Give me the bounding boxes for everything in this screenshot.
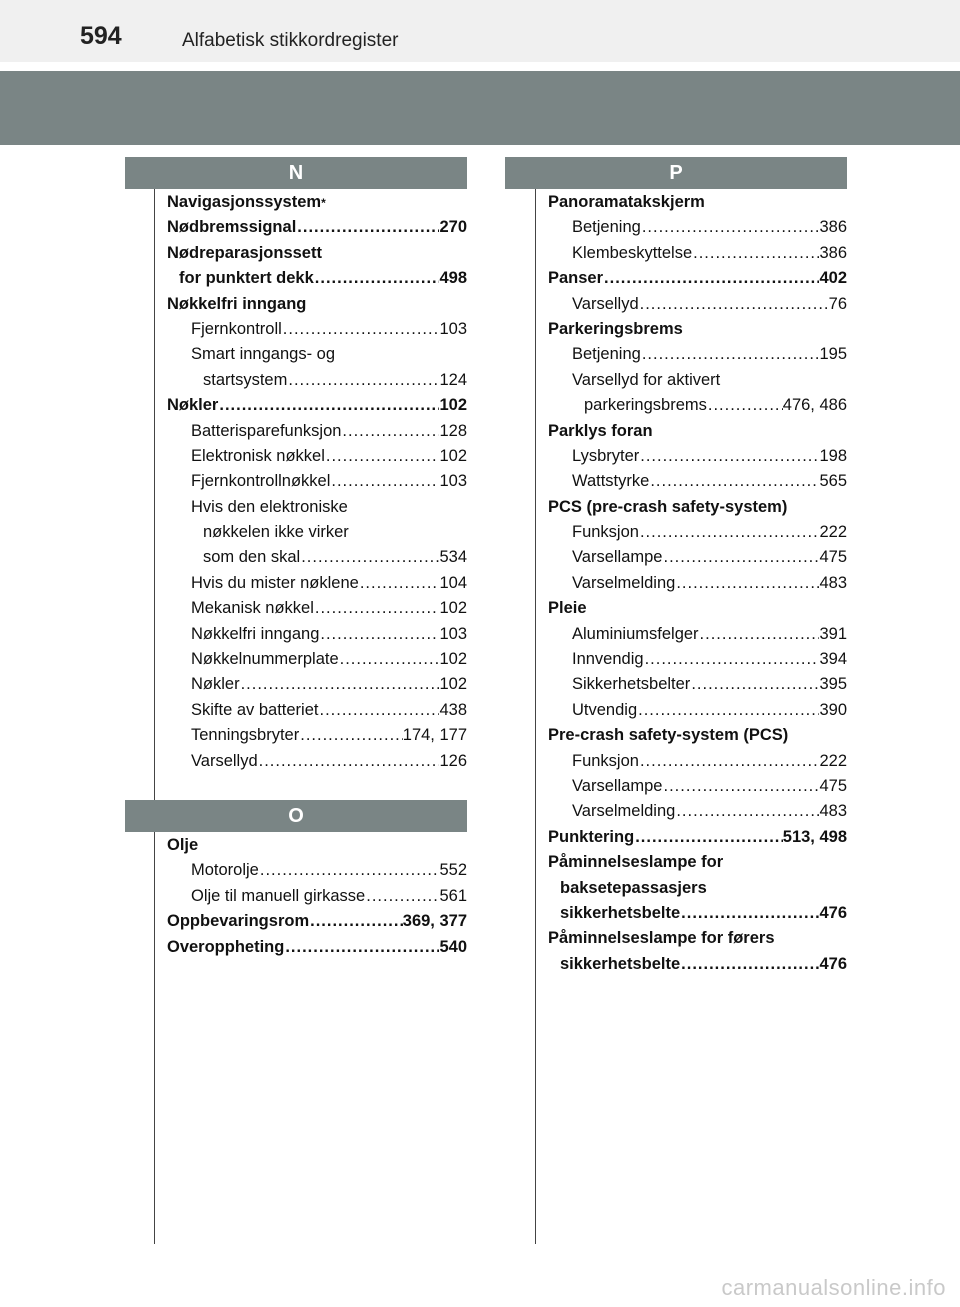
index-entry (167, 884, 467, 909)
dot-leader (641, 342, 820, 367)
index-entry-label: Hvis den elektroniske (191, 497, 348, 516)
index-entry (167, 342, 467, 367)
dot-leader (680, 901, 819, 926)
index-entry (548, 342, 847, 367)
index-entry-label: Oppbevaringsrom (167, 912, 310, 931)
index-entry-label: Hvis du mister nøklene (191, 573, 359, 592)
dot-leader (330, 469, 439, 494)
index-entry-page: 395 (819, 675, 847, 694)
index-entry (167, 266, 467, 291)
index-entry-page: 534 (439, 548, 467, 567)
index-entry (548, 926, 847, 951)
index-entry (548, 469, 847, 494)
index-entry-label: Navigasjonssystem (167, 193, 322, 211)
index-entry (548, 393, 847, 418)
index-entry (548, 368, 847, 393)
index-entry-page: 476, 486 (782, 396, 847, 415)
index-entry-page: 195 (819, 345, 847, 364)
index-entry (167, 833, 467, 858)
dot-leader (296, 215, 439, 240)
index-entry-page: 369, 377 (402, 912, 467, 931)
dot-leader (662, 545, 819, 570)
index-entry-label: Pre-crash safety-system (PCS) (548, 726, 789, 745)
dot-leader (287, 368, 439, 393)
index-entry-page: 394 (819, 650, 847, 669)
dot-leader (299, 723, 403, 748)
index-entry-page: 552 (439, 861, 467, 880)
page-title: Alfabetisk stikkordregister (182, 30, 399, 51)
index-entry (167, 241, 467, 266)
index-entry-label: Sikkerhetsbelter (572, 675, 691, 694)
index-entry (548, 647, 847, 672)
index-entry-page: 102 (439, 675, 467, 694)
dot-leader (339, 647, 440, 672)
index-entry-label: Panoramatakskjerm (548, 193, 705, 211)
index-entry-page: 103 (439, 319, 467, 338)
index-entry-label: Varselmelding (572, 802, 676, 821)
section-letter-n: N (125, 157, 467, 189)
index-entry-page: 498 (439, 269, 467, 288)
dot-leader (690, 672, 819, 697)
index-entry (167, 571, 467, 596)
index-entry (548, 723, 847, 748)
index-entry-page: 102 (439, 446, 467, 465)
index-entry (167, 444, 467, 469)
index-entry (548, 799, 847, 824)
index-entry (548, 215, 847, 240)
index-entry-label: Betjening (572, 218, 641, 237)
index-entry (167, 596, 467, 621)
dot-leader (259, 858, 440, 883)
index-entry (548, 952, 847, 977)
index-entry (548, 622, 847, 647)
column-divider (154, 832, 155, 1244)
dot-leader (282, 317, 440, 342)
index-entry-label: Påminnelseslampe for førers (548, 929, 775, 948)
index-entry (167, 647, 467, 672)
index-entry-page: 102 (439, 650, 467, 669)
dot-leader (365, 884, 439, 909)
page-number: 594 (80, 22, 122, 50)
index-entry-label: Lysbryter (572, 446, 640, 465)
index-entry-page: 561 (439, 886, 467, 905)
index-entry (167, 495, 467, 520)
index-entry-label: Nøkkelnummerplate (191, 650, 339, 669)
index-entry-page: 102 (439, 599, 467, 618)
index-entry-page: 104 (439, 573, 467, 592)
index-entry-page: 475 (819, 776, 847, 795)
index-entry (548, 419, 847, 444)
index-entry-label: Mekanisk nøkkel (191, 599, 314, 618)
index-entry-page: 126 (439, 751, 467, 770)
index-entry-page: 565 (819, 472, 847, 491)
index-entry-label: Olje (167, 836, 199, 854)
index-entry-label: sikkerhetsbelte (560, 954, 681, 973)
dot-leader (258, 749, 440, 774)
index-entry-page: 476 (819, 954, 847, 973)
index-entry-page: 476 (819, 903, 847, 922)
index-entry-label: Batterisparefunksjon (191, 421, 342, 440)
index-entry-label: Punktering (548, 827, 635, 846)
dot-leader (359, 571, 440, 596)
index-entry-label: Utvendig (572, 700, 638, 719)
index-entry-page: 540 (439, 937, 467, 956)
index-entry-page: 483 (819, 802, 847, 821)
index-entry-label: Fjernkontrollnøkkel (191, 472, 331, 491)
index-column-o (167, 833, 467, 960)
index-entry-label: nøkkelen ikke virker (203, 523, 349, 542)
index-entry-label: startsystem (203, 370, 288, 389)
dot-leader (284, 935, 439, 960)
index-entry-label: som den skal (203, 548, 301, 567)
index-entry-page: 438 (439, 700, 467, 719)
index-entry-page: 386 (819, 218, 847, 237)
dot-leader (644, 647, 820, 672)
section-letter-p: P (505, 157, 847, 189)
index-entry-page: 390 (819, 700, 847, 719)
index-entry (167, 622, 467, 647)
index-entry (548, 774, 847, 799)
index-entry-label: Wattstyrke (572, 472, 650, 491)
index-entry (167, 368, 467, 393)
index-entry (548, 241, 847, 266)
index-entry (548, 850, 847, 875)
dot-leader (639, 292, 829, 317)
index-entry (167, 215, 467, 240)
watermark: carmanualsonline.info (721, 1275, 946, 1300)
index-entry-page: 483 (819, 573, 847, 592)
index-entry-page: 222 (819, 523, 847, 542)
index-entry (167, 520, 467, 545)
index-entry (548, 825, 847, 850)
index-entry-page: 103 (439, 624, 467, 643)
index-entry-label: Nødbremssignal (167, 218, 297, 237)
column-divider (535, 189, 536, 1244)
index-entry (167, 723, 467, 748)
index-entry (167, 545, 467, 570)
index-entry-label: parkeringsbrems (584, 396, 707, 415)
index-entry-label: Varsellampe (572, 776, 663, 795)
index-entry-label: Nøkkelfri inngang (191, 624, 320, 643)
index-entry-label: Nøkkelfri inngang (167, 294, 307, 313)
index-entry (167, 858, 467, 883)
index-entry-label: Nøkler (167, 396, 219, 415)
dot-leader (675, 799, 819, 824)
dot-leader (325, 444, 440, 469)
index-entry (167, 909, 467, 934)
index-entry (167, 935, 467, 960)
dot-leader (314, 596, 440, 621)
index-entry (548, 749, 847, 774)
index-entry (548, 444, 847, 469)
index-entry-page: 124 (439, 370, 467, 389)
index-entry (548, 876, 847, 901)
index-entry (167, 393, 467, 418)
index-entry-page: 103 (439, 472, 467, 491)
index-entry-page: 270 (439, 218, 467, 237)
footnote-marker: * (321, 196, 326, 210)
index-entry-label: sikkerhetsbelte (560, 903, 681, 922)
index-entry-label: Pleie (548, 599, 587, 618)
index-entry-label: Tenningsbryter (191, 726, 300, 745)
dot-leader (637, 698, 819, 723)
dot-leader (341, 419, 439, 444)
dot-leader (300, 545, 439, 570)
index-entry-label: Nøkler (191, 675, 240, 694)
index-entry (548, 672, 847, 697)
section-letter-o: O (125, 800, 467, 832)
column-divider (154, 189, 155, 800)
dot-leader (603, 266, 819, 291)
index-entry-page: 174, 177 (402, 726, 467, 745)
index-entry (548, 545, 847, 570)
index-entry-label: Påminnelseslampe for (548, 853, 724, 872)
index-entry (548, 495, 847, 520)
index-entry-page: 102 (439, 396, 467, 415)
index-entry (548, 571, 847, 596)
index-entry (167, 190, 467, 215)
index-entry-label: Motorolje (191, 861, 259, 880)
dot-leader (309, 909, 403, 934)
index-entry (548, 520, 847, 545)
index-entry (167, 317, 467, 342)
index-entry-page: 222 (819, 751, 847, 770)
dot-leader (639, 749, 820, 774)
index-entry-page: 386 (819, 243, 847, 262)
index-entry-label: Elektronisk nøkkel (191, 446, 325, 465)
index-entry-page: 76 (828, 294, 847, 313)
dot-leader (662, 774, 819, 799)
index-entry-label: Parkeringsbrems (548, 319, 683, 338)
dot-leader (319, 622, 439, 647)
index-entry-label: Parklys foran (548, 421, 653, 440)
index-entry (167, 469, 467, 494)
index-entry-page: 391 (819, 624, 847, 643)
index-entry-label: Varsellyd for aktivert (572, 370, 721, 389)
index-entry (548, 266, 847, 291)
index-entry-label: PCS (pre-crash safety-system) (548, 497, 788, 516)
index-entry (548, 901, 847, 926)
index-entry-label: Overoppheting (167, 937, 285, 956)
dot-leader (649, 469, 819, 494)
dot-leader (218, 393, 439, 418)
dot-leader (639, 520, 820, 545)
index-entry (548, 190, 847, 215)
index-entry-label: Klembeskyttelse (572, 243, 693, 262)
index-entry-label: for punktert dekk (179, 269, 314, 288)
dot-leader (692, 241, 819, 266)
index-entry-label: Varsellampe (572, 548, 663, 567)
dot-leader (675, 571, 819, 596)
index-entry (548, 292, 847, 317)
dot-leader (314, 266, 440, 291)
index-entry-label: Innvendig (572, 650, 644, 669)
index-entry (548, 596, 847, 621)
index-entry-label: Fjernkontroll (191, 319, 282, 338)
index-entry (548, 317, 847, 342)
index-entry-page: 402 (819, 269, 847, 288)
index-entry-label: Aluminiumsfelger (572, 624, 699, 643)
dot-leader (318, 698, 439, 723)
index-entry (167, 419, 467, 444)
index-entry-page: 475 (819, 548, 847, 567)
dot-leader (639, 444, 819, 469)
dot-leader (699, 622, 820, 647)
index-entry-page: 128 (439, 421, 467, 440)
index-entry-page: 513, 498 (782, 827, 847, 846)
index-entry (167, 749, 467, 774)
index-column-n (167, 190, 467, 774)
index-entry-label: Olje til manuell girkasse (191, 886, 366, 905)
dot-leader (680, 952, 819, 977)
header-band (0, 71, 960, 145)
index-entry (167, 698, 467, 723)
dot-leader (641, 215, 820, 240)
index-entry-label: Varsellyd (191, 751, 258, 770)
index-entry-label: Varselmelding (572, 573, 676, 592)
index-column-p (548, 190, 847, 977)
index-entry-label: Smart inngangs- og (191, 345, 335, 364)
page-header (0, 0, 960, 62)
index-entry-label: Funksjon (572, 751, 639, 770)
dot-leader (240, 672, 440, 697)
index-entry-label: Varsellyd (572, 294, 639, 313)
index-entry (167, 292, 467, 317)
index-entry-label: Funksjon (572, 523, 639, 542)
dot-leader (634, 825, 783, 850)
index-entry-label: baksetepassasjers (560, 878, 707, 897)
dot-leader (707, 393, 783, 418)
index-entry-label: Nødreparasjonssett (167, 243, 322, 262)
index-entry (548, 698, 847, 723)
index-entry (167, 672, 467, 697)
index-entry-label: Panser (548, 269, 604, 288)
index-entry-page: 198 (819, 446, 847, 465)
index-entry-label: Skifte av batteriet (191, 700, 319, 719)
index-entry-label: Betjening (572, 345, 641, 364)
